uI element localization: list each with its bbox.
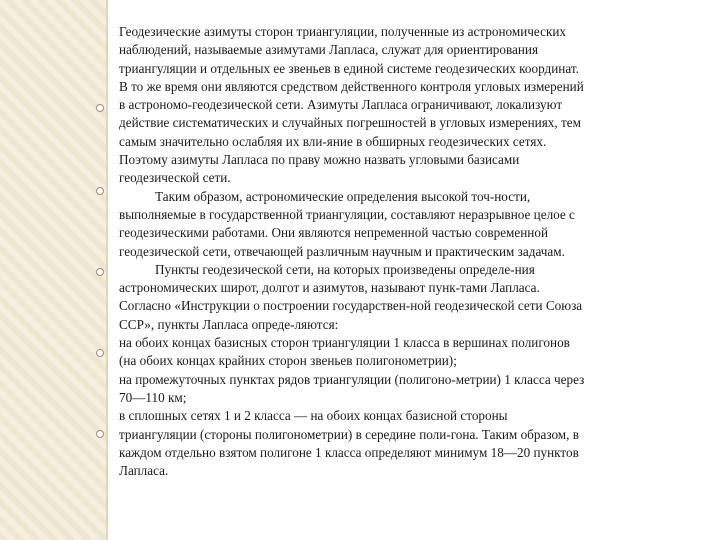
text-line: каждом отдельно взятом полигоне 1 класса определяют минимум 18—20 пунктов — [119, 444, 579, 460]
text-line: Геодезические азимуты сторон триангуляции, полученные из астрономических — [119, 24, 567, 39]
bullet-circle-icon — [96, 104, 104, 112]
text-line: геодезическими работами. Они являются непременной частью современной — [119, 225, 549, 241]
text-line: на обоих концах базисных сторон триангуляции 1 класса в вершинах полигонов — [119, 335, 570, 351]
text-line: Лапласа. — [119, 463, 169, 479]
text-line: Пункты геодезической сети, на которых произведены определе-ния — [155, 261, 535, 277]
text-line: ССР», пункты Лапласа опреде-ляются: — [119, 316, 339, 332]
side-panel-border — [106, 0, 108, 540]
bullet-circle-icon — [96, 430, 104, 438]
text-line: Согласно «Инструкции о построении государствен-ной геодезической сети Союза — [119, 298, 583, 314]
text-line: наблюдений, называемые азимутами Лапласа, служат для ориентирования — [119, 42, 539, 58]
bullet-circle-icon — [96, 187, 104, 195]
text-line: выполняемые в государственной триангуляции, составляют неразрывное целое с — [119, 206, 575, 222]
decorative-side-panel — [0, 0, 106, 540]
text-line: Поэтому азимуты Лапласа по праву можно назвать угловыми базисами — [119, 152, 520, 168]
text-line: (на обоих концах крайних сторон звеньев полигонометрии); — [119, 353, 457, 369]
text-line: астрономических широт, долгот и азимутов, называют пунк-тами Лапласа. — [119, 280, 540, 296]
body-text — [119, 23, 694, 480]
text-line: триангуляции (стороны полигонометрии) в середине поли-гона. Таким образом, в — [119, 426, 579, 442]
text-line: самым значительно ослабляя их вли-яние в обширных геодезических сетях. — [119, 133, 547, 149]
text-line: геодезической сети, отвечающей различным научным и практическим задачам. — [119, 243, 565, 259]
text-line: Таким образом, астрономические определения высокой точ-ности, — [155, 188, 531, 204]
text-line: в астрономо-геодезической сети. Азимуты Лапласа ограничивают, локализуют — [119, 97, 563, 113]
bullet-circle-icon — [96, 268, 104, 276]
text-line: триангуляции и отдельных ее звеньев в единой системе геодезических координат. — [119, 60, 579, 76]
text-line: на промежуточных пунктах рядов триангуляции (полигоно-метрии) 1 класса через — [119, 371, 585, 387]
text-line: геодезической сети. — [119, 170, 231, 186]
text-line: действие систематических и случайных погрешностей в угловых измерениях, тем — [119, 115, 581, 131]
text-line: в сплошных сетях 1 и 2 класса — на обоих концах базисной стороны — [119, 408, 508, 424]
text-line: 70—110 км; — [119, 389, 187, 405]
text-line: В то же время они являются средством действенного контроля угловых измерений — [119, 78, 584, 94]
bullet-circle-icon — [96, 349, 104, 357]
